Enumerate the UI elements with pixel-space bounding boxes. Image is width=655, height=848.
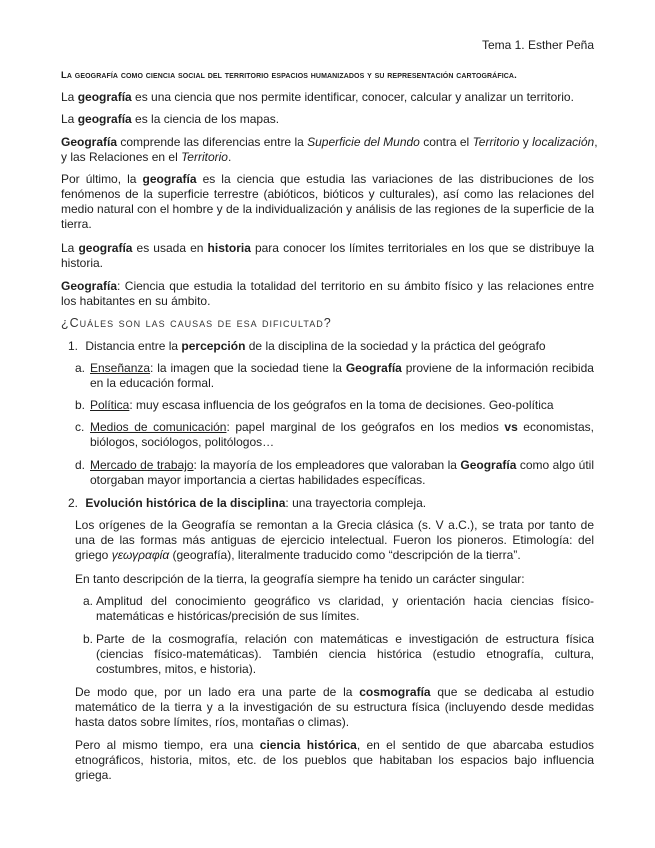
sublist-item-2a: a. Amplitud del conocimiento geográfico vs claridad, y orientación hacia ciencias físico-matemáticas e históricas/precisión de sus límites. bbox=[83, 594, 594, 623]
section-title: La geografía como ciencia social del territorio espacios humanizados y su representación cartográfica. bbox=[61, 70, 517, 81]
paragraph-definition-5: Geografía: Ciencia que estudia la totalidad del territorio en su ámbito físico y las relaciones entre los habitantes en su ámbito. bbox=[61, 279, 594, 308]
sublist-item-c: c. Medios de comunicación: papel marginal de los geógrafos en los medios vs economistas, biólogos, sociólogos, politólogos… bbox=[75, 420, 594, 449]
sublist-item-2b: b. Parte de la cosmografía, relación con matemáticas e investigación de estructura física (ciencias físico-matemáticas). También ciencia histórica (estudio etnografía, cultura, costumbres, mitos, e historia). bbox=[83, 632, 594, 676]
sublist-item-a: a. Enseñanza: la imagen que la sociedad tiene la Geografía proviene de la información recibida en la educación formal. bbox=[75, 361, 594, 390]
paragraph-history-use: La geografía es usada en historia para conocer los límites territoriales en los que se distribuye la historia. bbox=[61, 241, 594, 270]
paragraph-definition-1: La geografía es una ciencia que nos permite identificar, conocer, calcular y analizar un territorio. bbox=[61, 90, 574, 104]
paragraph-historical-science: Pero al mismo tiempo, era una ciencia histórica, en el sentido de que abarcaba estudios etnográficos, historia, mitos, etc. de los pueblos que habitaban los espacios bajo influencia griega. bbox=[75, 738, 594, 782]
paragraph-cosmography: De modo que, por un lado era una parte de la cosmografía que se dedicaba al estudio matemático de la tierra y a la investigación de su estructura física (incluyendo desde medidas hasta datos sobre límites, ríos, montañas o climas). bbox=[75, 685, 595, 729]
paragraph-definition-4: Por último, la geografía es la ciencia que estudia las variaciones de las distribuciones de los fenómenos de la superficie terrestre (abióticos, bióticos y culturales), así como las relaciones del medio natural con el hombre y de la individualización y análisis de las regiones de la superficie de la tierra. bbox=[61, 172, 595, 231]
list-item-1: 1. Distancia entre la percepción de la disciplina de la sociedad y la práctica del geógrafo bbox=[68, 339, 546, 353]
sublist-item-b: b. Política: muy escasa influencia de los geógrafos en la toma de decisiones. Geo-política bbox=[75, 398, 554, 412]
paragraph-definition-3: Geografía comprende las diferencias entre la Superficie del Mundo contra el Territorio y localización, y las Relaciones en el Territorio. bbox=[61, 135, 598, 164]
paragraph-singular: En tanto descripción de la tierra, la geografía siempre ha tenido un carácter singular: bbox=[75, 572, 525, 586]
list-item-2: 2. Evolución histórica de la disciplina: una trayectoria compleja. bbox=[68, 496, 427, 510]
question-heading: ¿Cuáles son las causas de esa dificultad? bbox=[61, 316, 332, 330]
sublist-item-d: d. Mercado de trabajo: la mayoría de los empleadores que valoraban la Geografía como algo útil otorgaban mayor importancia a ciertas habilidades específicas. bbox=[75, 458, 595, 487]
paragraph-origins: Los orígenes de la Geografía se remontan a la Grecia clásica (s. V a.C.), se trata por tanto de una de las formas más antiguas de ejercicio intelectual. Fueron los pioneros. Etimología: del griego γεωγραφία (geografía), literalmente traducido como “descripción de la tierra”. bbox=[75, 518, 594, 562]
page-header: Tema 1. Esther Peña bbox=[481, 38, 594, 52]
paragraph-definition-2: La geografía es la ciencia de los mapas. bbox=[61, 112, 280, 126]
